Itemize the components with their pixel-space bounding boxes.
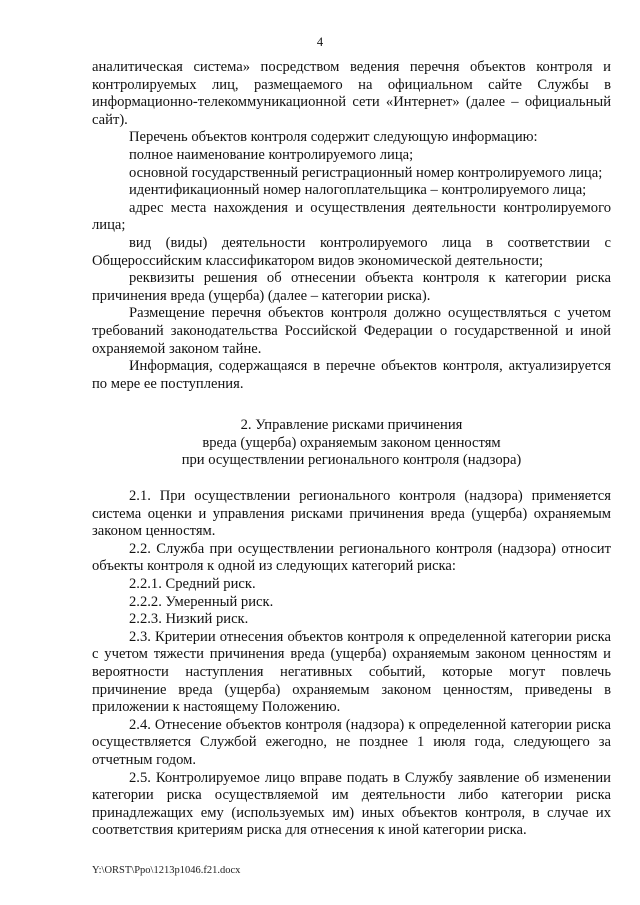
paragraph: 2.5. Контролируемое лицо вправе подать в Службу заявление об изменении категории риска осуществляемой им деятельности либо категории риска принадлежащих ему (используемых им) иных объектов контроля, в случае их соответствия критериям риска для отнесения к иной категории риска. [92, 769, 611, 839]
paragraph: Информация, содержащаяся в перечне объектов контроля, актуализируется по мере ее поступления. [92, 358, 611, 392]
paragraph: 2.2.2. Умеренный риск. [129, 593, 274, 610]
paragraph: Перечень объектов контроля содержит следующую информацию: [129, 129, 538, 146]
paragraph: идентификационный номер налогоплательщика – контролируемого лица; [129, 182, 587, 199]
section-heading-line: при осуществлении регионального контроля (надзора) [181, 452, 522, 469]
paragraph: Размещение перечня объектов контроля должно осуществляться с учетом требований законодательства Российской Федерации о государственной и иной охраняемой законом тайне. [92, 305, 611, 357]
section-heading-line: 2. Управление рисками причинения [240, 417, 463, 434]
section-heading-line: вреда (ущерба) охраняемым законом ценностям [202, 434, 501, 451]
paragraph: вид (виды) деятельности контролируемого лица в соответствии с Общероссийским классификатором видов экономической деятельности; [92, 234, 611, 269]
section-heading [92, 417, 611, 470]
page-number: 4 [316, 35, 324, 49]
paragraph: 2.2.1. Средний риск. [129, 576, 256, 593]
paragraph: 2.2. Служба при осуществлении регионального контроля (надзора) относит объекты контроля к одной из следующих категорий риска: [92, 540, 611, 575]
paragraph: полное наименование контролируемого лица; [129, 146, 414, 163]
paragraph: 2.2.3. Низкий риск. [129, 611, 249, 628]
paragraph: 2.1. При осуществлении регионального контроля (надзора) применяется система оценки и управления рисками причинения вреда (ущерба) охраняемым законом ценностям. [92, 488, 611, 540]
paragraph: аналитическая система» посредством ведения перечня объектов контроля и контролируемых лиц, размещаемого на официальном сайте Службы в информационно-телекоммуникационной сети «Интернет» (далее – официальный сайт). [92, 59, 611, 128]
paragraph: 2.4. Отнесение объектов контроля (надзора) к определенной категории риска осуществляется Службой ежегодно, не позднее 1 июля года, следующего за отчетным годом. [92, 716, 611, 768]
document-body [92, 59, 611, 840]
paragraph: 2.3. Критерии отнесения объектов контроля к определенной категории риска с учетом тяжести причинения вреда (ущерба) охраняемым законом ценностям и вероятности наступления негативных событий, которые могут повлечь причинение вреда (ущерба) охраняемым законом ценностям, приведены в приложении к настоящему Положению. [92, 628, 611, 716]
paragraph: основной государственный регистрационный номер контролируемого лица; [129, 164, 603, 181]
paragraph: адрес места нахождения и осуществления деятельности контролируемого лица; [92, 199, 611, 234]
footer-file-path: Y:\ORST\Ppo\1213p1046.f21.docx [92, 865, 241, 876]
paragraph: реквизиты решения об отнесении объекта контроля к категории риска причинения вреда (ущерба) (далее – категории риска). [92, 270, 611, 304]
